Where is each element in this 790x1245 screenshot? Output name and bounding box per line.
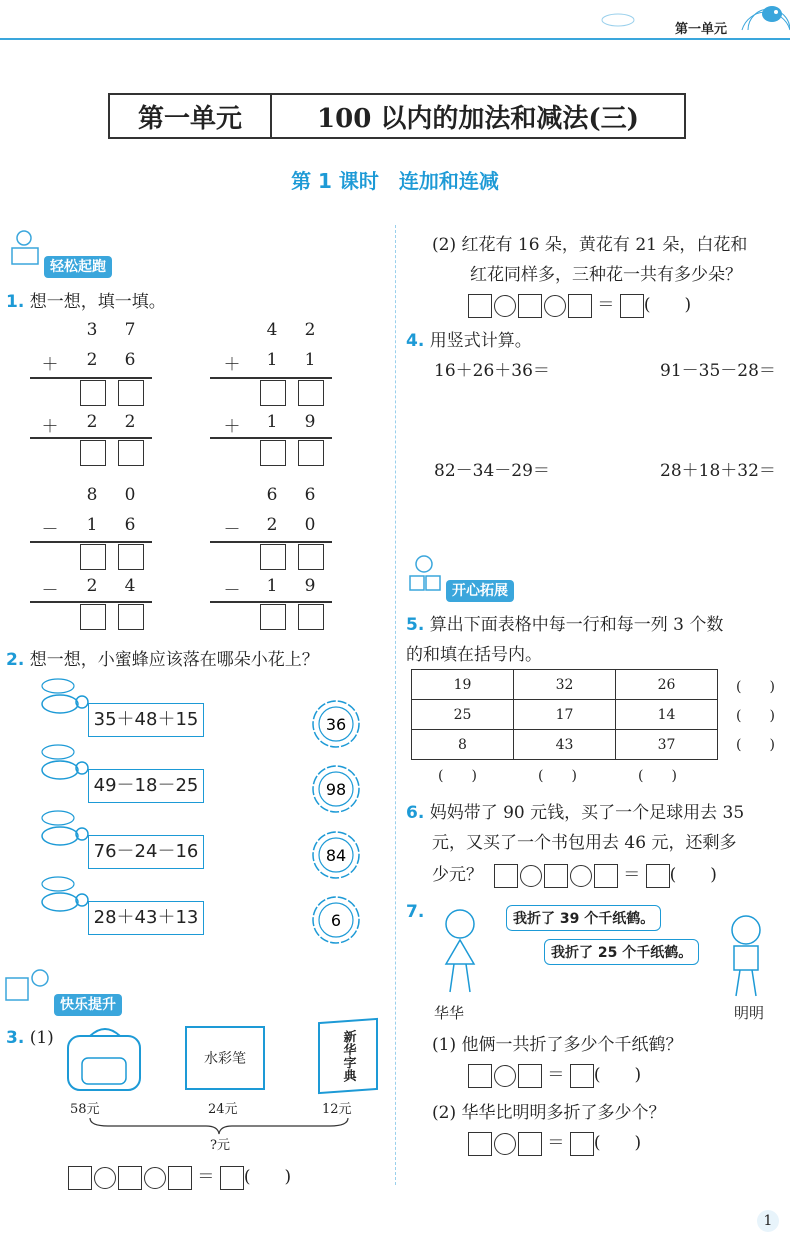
q2-expr-box[interactable]: 76－24－16 xyxy=(88,835,204,869)
section-level-up: 快乐提升 xyxy=(54,994,122,1016)
q1d-n1-ones: 0 xyxy=(304,515,316,535)
q1d-line1 xyxy=(210,541,332,543)
q1d-answer-box[interactable] xyxy=(260,544,286,570)
bee-icon xyxy=(30,870,94,920)
flower-icon[interactable] xyxy=(310,763,362,815)
col-sum-blank[interactable]: ( ) xyxy=(638,768,677,784)
q1c-answer-box[interactable] xyxy=(118,544,144,570)
q1d-n2-ones: 9 xyxy=(304,576,316,596)
q2-number: 2. xyxy=(6,650,25,670)
q1a-line1 xyxy=(30,377,152,379)
q5-number: 5. xyxy=(406,615,425,635)
q7-sub2: (2) 华华比明明多折了多少个？ xyxy=(432,1103,666,1123)
speech-bubble-huahua: 我折了 39 个千纸鹤。 xyxy=(506,905,661,931)
kid-running-icon xyxy=(4,226,46,268)
q1c-top-tens: 8 xyxy=(86,485,98,505)
q7-number: 7. xyxy=(406,902,425,922)
header-unit: 第一单元 xyxy=(675,22,728,37)
q7-2-answer-row[interactable]: ＝ ( ) xyxy=(468,1128,641,1156)
bee-icon xyxy=(30,672,94,722)
table-row xyxy=(412,670,718,700)
q7-number-row xyxy=(406,902,424,922)
q1b-n2-ones: 9 xyxy=(304,412,316,432)
q5-table xyxy=(411,669,718,760)
bag-price: 58元 xyxy=(70,1102,100,1117)
q2-expr-box[interactable]: 28＋43＋13 xyxy=(88,901,204,935)
table-cell: 25 xyxy=(412,700,514,730)
table-cell: 26 xyxy=(616,670,718,700)
unit-title-box xyxy=(108,93,686,139)
q1c-line1 xyxy=(30,541,152,543)
table-cell: 37 xyxy=(616,730,718,760)
page-number: 1 xyxy=(757,1210,779,1232)
q4-number: 4. xyxy=(406,331,425,351)
q1a-op2: ＋ xyxy=(41,417,59,437)
table-row xyxy=(412,730,718,760)
q1b-answer-box[interactable] xyxy=(298,380,324,406)
q1c-op2: － xyxy=(41,581,59,601)
row-sum-blank[interactable]: ( ) xyxy=(736,708,775,724)
q1c-result-box[interactable] xyxy=(80,604,106,630)
boy-mingming-icon xyxy=(718,910,774,1002)
table-cell: 8 xyxy=(412,730,514,760)
table-cell: 19 xyxy=(412,670,514,700)
flower-value: 98 xyxy=(325,780,347,799)
q4-expr: 91－35－28＝ xyxy=(660,361,776,381)
watercolor-pen-label: 水彩笔 xyxy=(204,1051,246,1067)
flower-value: 6 xyxy=(330,911,342,930)
name-mingming: 明明 xyxy=(734,1004,765,1022)
table-cell: 14 xyxy=(616,700,718,730)
q6-number: 6. xyxy=(406,803,425,823)
q3-sub2-line2: 红花同样多，三种花一共有多少朵？ xyxy=(470,265,742,285)
q7-1-answer-row[interactable]: ＝ ( ) xyxy=(468,1060,641,1088)
unit-label: 第一单元 xyxy=(110,95,272,137)
kid-painting-icon xyxy=(4,966,54,1006)
q4-expr: 16＋26＋36＝ xyxy=(434,361,550,381)
q3-2-answer-row[interactable]: ＝ ( ) xyxy=(468,290,691,318)
q1a-n1-ones: 6 xyxy=(124,350,136,370)
q2-prompt xyxy=(6,645,319,670)
watercolor-pen-box xyxy=(185,1026,265,1090)
q2-expr-box[interactable]: 35＋48＋15 xyxy=(88,703,204,737)
q6-l3-row xyxy=(432,860,717,888)
dictionary-price: 12元 xyxy=(322,1102,352,1117)
kid-blocks-icon xyxy=(404,552,446,594)
q1-text: 想一想，填一填。 xyxy=(29,292,166,312)
q1a-line2 xyxy=(30,437,152,439)
q1c-result-box[interactable] xyxy=(118,604,144,630)
q1a-n2-tens: 2 xyxy=(86,412,98,432)
total-unknown: ?元 xyxy=(210,1138,230,1153)
unit-name: 100 以内的加法和减法(三) xyxy=(317,103,639,134)
row-sum-blank[interactable]: ( ) xyxy=(736,737,775,753)
q5-text1: 算出下面表格中每一行和每一列 3 个数 xyxy=(429,615,724,635)
q1a-answer-box[interactable] xyxy=(118,380,144,406)
q1c-n2-ones: 4 xyxy=(124,576,136,596)
bird-icon xyxy=(732,0,790,38)
col-sum-blank[interactable]: ( ) xyxy=(438,768,477,784)
q5-line1 xyxy=(406,610,723,635)
q1b-op1: ＋ xyxy=(223,355,241,375)
q3-1-answer-row[interactable]: ＝ ( ) xyxy=(68,1162,291,1190)
flower-value: 36 xyxy=(325,715,347,734)
q1b-op2: ＋ xyxy=(223,417,241,437)
q3-prompt xyxy=(6,1028,54,1048)
bee-icon xyxy=(30,804,94,854)
q1b-n1-ones: 1 xyxy=(304,350,316,370)
q1a-answer-box[interactable] xyxy=(80,380,106,406)
table-cell: 43 xyxy=(514,730,616,760)
flower-icon[interactable] xyxy=(310,829,362,881)
q1a-op1: ＋ xyxy=(41,355,59,375)
q7-sub1: (1) 他俩一共折了多少个千纸鹤？ xyxy=(432,1035,683,1055)
q1d-line2 xyxy=(210,601,332,603)
flower-value: 84 xyxy=(325,846,347,865)
q6-l3: 少元？ xyxy=(432,865,483,885)
q1b-answer-box[interactable] xyxy=(260,380,286,406)
q3-number: 3. xyxy=(6,1028,25,1048)
q1d-op1: － xyxy=(223,520,241,540)
q1d-n2-tens: 1 xyxy=(266,576,278,596)
q1d-result-box[interactable] xyxy=(298,604,324,630)
q1d-top-tens: 6 xyxy=(266,485,278,505)
q6-line1 xyxy=(406,798,744,823)
q1c-n1-ones: 6 xyxy=(124,515,136,535)
schoolbag-icon xyxy=(62,1022,148,1094)
q6-l2: 元，又买了一个书包用去 46 元，还剩多 xyxy=(432,833,737,853)
row-sum-blank[interactable]: ( ) xyxy=(736,679,775,695)
q4-expr: 28＋18＋32＝ xyxy=(660,461,776,481)
q1c-n2-tens: 2 xyxy=(86,576,98,596)
q5-text2: 的和填在括号内。 xyxy=(406,645,542,665)
header-line xyxy=(0,38,790,40)
q1b-n2-tens: 1 xyxy=(266,412,278,432)
q1a-top-ones: 7 xyxy=(124,320,136,340)
q1-number: 1. xyxy=(6,292,25,312)
q1b-result-box[interactable] xyxy=(260,440,286,466)
q1b-line1 xyxy=(210,377,332,379)
table-cell: 32 xyxy=(514,670,616,700)
lesson-title: 第 1 课时 连加和连减 xyxy=(291,169,499,193)
table-row xyxy=(412,700,718,730)
dictionary-book xyxy=(318,1018,378,1094)
dictionary-label: 新华字典 xyxy=(340,1029,356,1083)
name-huahua: 华华 xyxy=(434,1004,465,1022)
column-divider xyxy=(395,225,396,1185)
flower-icon[interactable] xyxy=(310,698,362,750)
q1b-line2 xyxy=(210,437,332,439)
q1d-n1-tens: 2 xyxy=(266,515,278,535)
q3-sub2-line1: (2) 红花有 16 朵，黄花有 21 朵，白花和 xyxy=(432,235,748,255)
q1c-answer-box[interactable] xyxy=(80,544,106,570)
section-expand: 开心拓展 xyxy=(446,580,514,602)
q1b-result-box[interactable] xyxy=(298,440,324,466)
q1c-n1-tens: 1 xyxy=(86,515,98,535)
cloud-icon xyxy=(598,8,638,28)
q1d-result-box[interactable] xyxy=(260,604,286,630)
q1a-n1-tens: 2 xyxy=(86,350,98,370)
flower-icon[interactable] xyxy=(310,894,362,946)
q6-l1: 妈妈带了 90 元钱，买了一个足球用去 35 xyxy=(429,803,745,823)
q1b-n1-tens: 1 xyxy=(266,350,278,370)
girl-huahua-icon xyxy=(432,904,488,1000)
q1-prompt xyxy=(6,287,166,312)
total-brace xyxy=(88,1116,350,1136)
q1d-answer-box[interactable] xyxy=(298,544,324,570)
q1b-top-tens: 4 xyxy=(266,320,278,340)
q1c-op1: － xyxy=(41,520,59,540)
q4-expr: 82－34－29＝ xyxy=(434,461,550,481)
pen-price: 24元 xyxy=(208,1102,238,1117)
q2-expr-box[interactable]: 49－18－25 xyxy=(88,769,204,803)
q2-text: 想一想，小蜜蜂应该落在哪朵小花上？ xyxy=(29,650,319,670)
q1b-top-ones: 2 xyxy=(304,320,316,340)
table-cell: 17 xyxy=(514,700,616,730)
q6-answer-row[interactable]: ＝ ( ) xyxy=(488,865,716,885)
q1c-line2 xyxy=(30,601,152,603)
q4-text: 用竖式计算。 xyxy=(429,331,532,351)
section-easy-start: 轻松起跑 xyxy=(44,256,112,278)
speech-bubble-mingming: 我折了 25 个千纸鹤。 xyxy=(544,939,699,965)
col-sum-blank[interactable]: ( ) xyxy=(538,768,577,784)
q1d-op2: － xyxy=(223,581,241,601)
q1a-result-box[interactable] xyxy=(80,440,106,466)
q1d-top-ones: 6 xyxy=(304,485,316,505)
q1c-top-ones: 0 xyxy=(124,485,136,505)
q4-prompt xyxy=(406,326,532,351)
bee-icon xyxy=(30,738,94,788)
q3-sub1: (1) xyxy=(29,1028,54,1048)
q1a-top-tens: 3 xyxy=(86,320,98,340)
q1a-n2-ones: 2 xyxy=(124,412,136,432)
q1a-result-box[interactable] xyxy=(118,440,144,466)
